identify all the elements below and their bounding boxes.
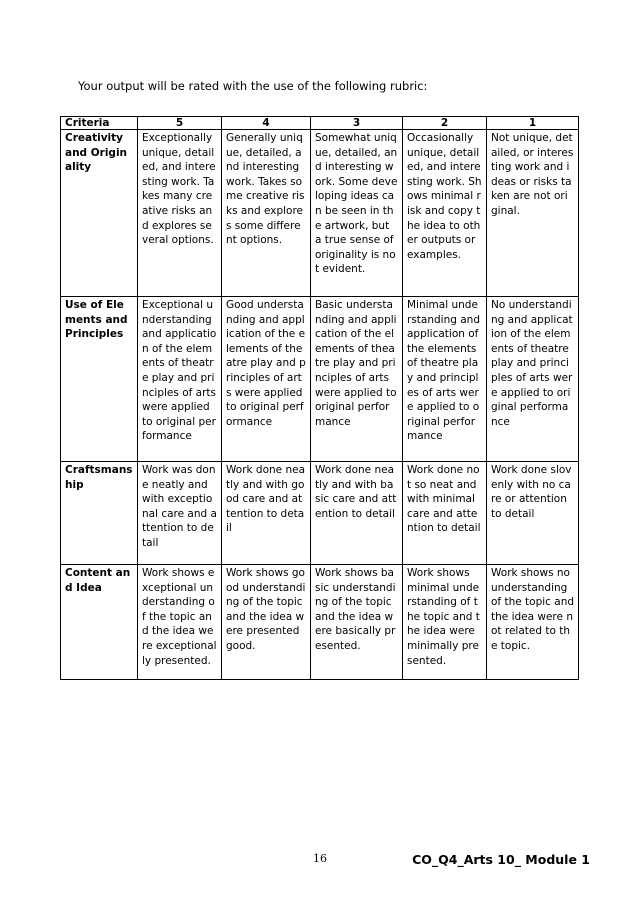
rubric-cell: Not unique, detailed, or interesting work and ideas or risks taken are not original.	[487, 130, 579, 297]
page-number: 16	[313, 852, 327, 865]
header-score-1: 1	[487, 117, 579, 130]
rubric-cell: Exceptional understanding and application of the elements of theatre play and principles of arts were applied to original performance	[138, 297, 222, 462]
rubric-cell: Work was done neatly and with exceptional care and attention to detail	[138, 462, 222, 565]
table-row	[61, 297, 579, 462]
rubric-cell: Minimal understanding and application of the elements of theatre play and principles of arts were applied to original performance	[403, 297, 487, 462]
module-code: CO_Q4_Arts 10_ Module 1	[412, 852, 590, 867]
header-score-3: 3	[311, 117, 403, 130]
rubric-cell: Work done slovenly with no care or attention to detail	[487, 462, 579, 565]
rubric-cell: Work shows minimal understanding of the topic and the idea were minimally presented.	[403, 565, 487, 680]
rubric-cell: Basic understanding and application of the elements of theatre play and principles of arts were applied to original performance	[311, 297, 403, 462]
table-row	[61, 565, 579, 680]
rubric-cell: Work shows exceptional understanding of the topic and the idea were exceptionally presented.	[138, 565, 222, 680]
rubric-cell: No understanding and application of the elements of theatre play and principles of arts were applied to original performance	[487, 297, 579, 462]
rubric-cell: Work done not so neat and with minimal care and attention to detail	[403, 462, 487, 565]
header-row	[61, 117, 579, 130]
criteria-cell: Craftsmanship	[61, 462, 138, 565]
rubric-cell: Somewhat unique, detailed, and interesting work. Some developing ideas can be seen in the artwork, but a true sense of originality is not evident.	[311, 130, 403, 297]
table-row	[61, 462, 579, 565]
rubric-cell: Work shows basic understanding of the topic and the idea were basically presented.	[311, 565, 403, 680]
rubric-cell: Work done neatly and with basic care and attention to detail	[311, 462, 403, 565]
intro-text: Your output will be rated with the use of the following rubric:	[78, 79, 428, 93]
header-criteria: Criteria	[61, 117, 138, 130]
criteria-cell: Use of Elements and Principles	[61, 297, 138, 462]
rubric-table	[60, 116, 579, 680]
header-score-4: 4	[222, 117, 311, 130]
header-score-2: 2	[403, 117, 487, 130]
rubric-cell: Work shows no understanding of the topic and the idea were not related to the topic.	[487, 565, 579, 680]
criteria-cell: Content and Idea	[61, 565, 138, 680]
rubric-cell: Work shows good understanding of the topic and the idea were presented good.	[222, 565, 311, 680]
rubric-cell: Generally unique, detailed, and interesting work. Takes some creative risks and explores some different options.	[222, 130, 311, 297]
header-score-5: 5	[138, 117, 222, 130]
rubric-cell: Exceptionally unique, detailed, and interesting work. Takes many creative risks and explores several options.	[138, 130, 222, 297]
rubric-cell: Occasionally unique, detailed, and interesting work. Shows minimal risk and copy the idea to other outputs or examples.	[403, 130, 487, 297]
rubric-cell: Work done neatly and with good care and attention to detail	[222, 462, 311, 565]
table-row	[61, 130, 579, 297]
rubric-cell: Good understanding and application of the elements of theatre play and principles of arts were applied to original performance	[222, 297, 311, 462]
criteria-cell: Creativity and Originality	[61, 130, 138, 297]
